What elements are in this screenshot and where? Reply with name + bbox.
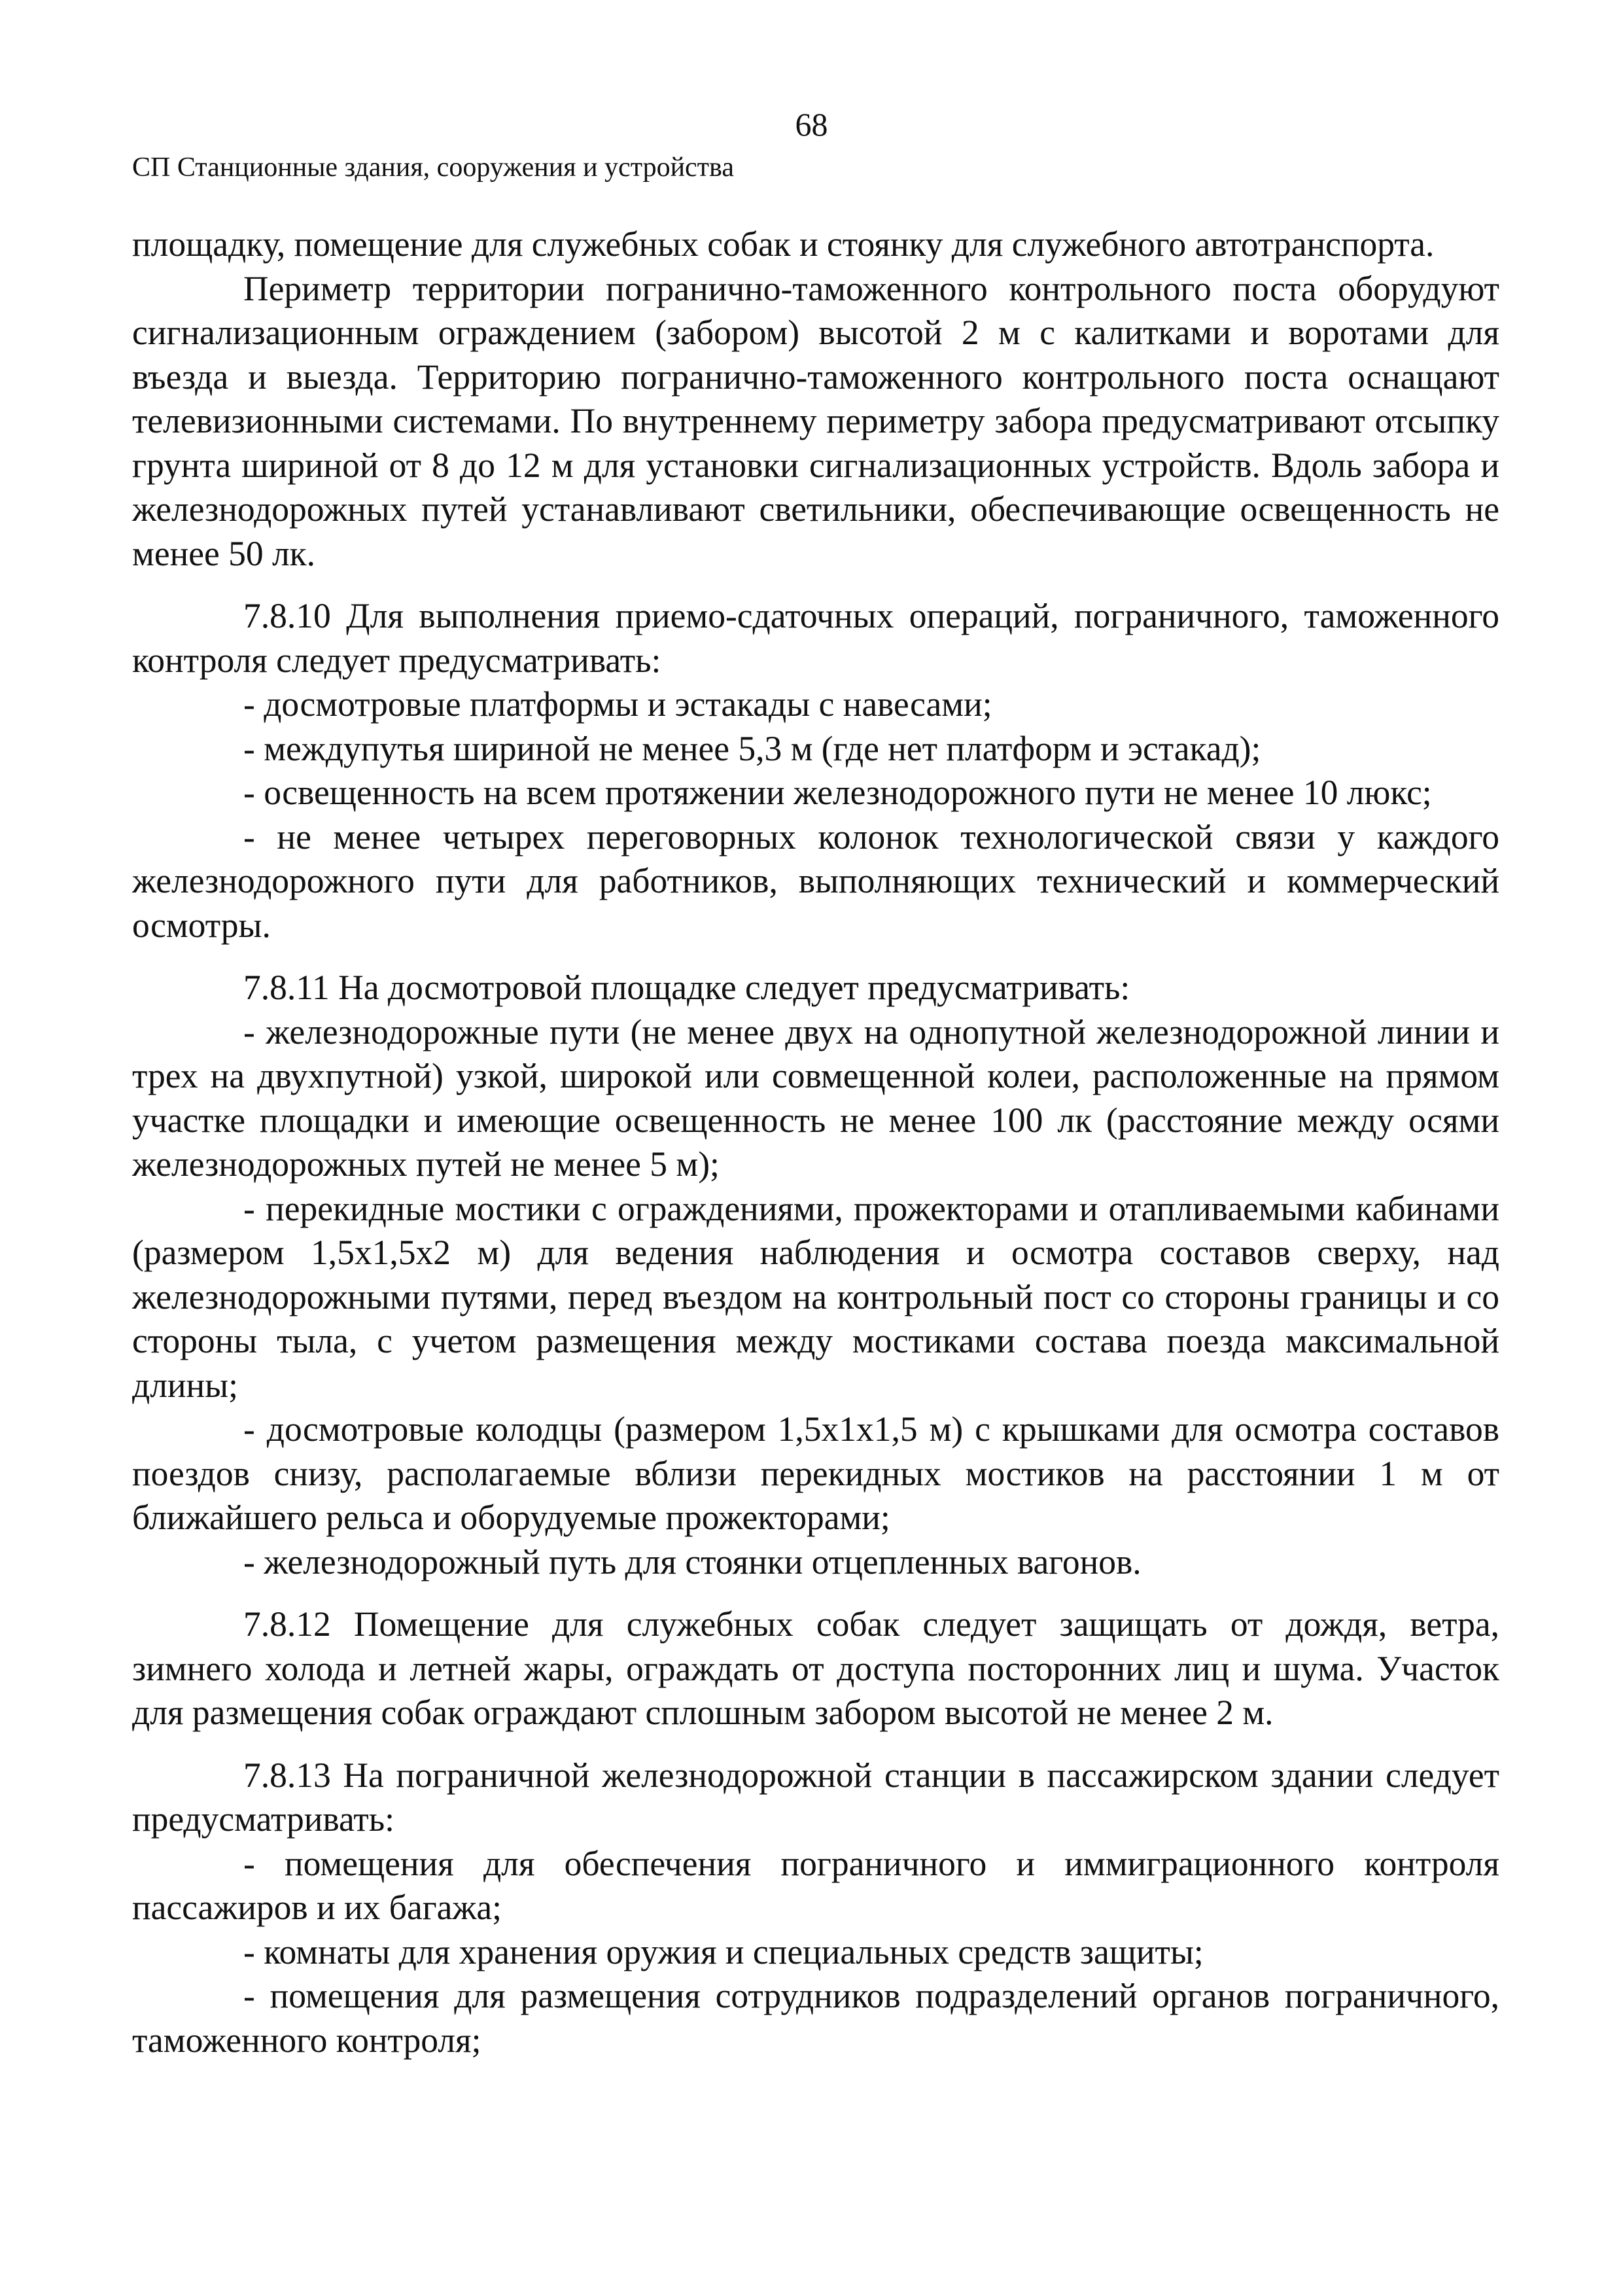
list-item: - железнодорожный путь для стоянки отцепленных вагонов. <box>243 1542 1142 1581</box>
document-body <box>132 222 1499 2062</box>
list-item: - не менее четырех переговорных колонок технологической связи у каждого железнодорожного пути для работников, выполняющих технический и коммерческий осмотры. <box>132 817 1499 945</box>
clause-7-8-13: 7.8.13 На пограничной железнодорожной станции в пассажирском здании следует предусматривать: <box>132 1755 1499 1839</box>
list-item: - железнодорожные пути (не менее двух на однопутной железнодорожной линии и трех на двухпутной) узкой, широкой или совмещенной колеи, расположенные на прямом участке площадки и имеющие освещенность не менее 100 лк (расстояние между осями железнодорожных путей не менее 5 м); <box>132 1012 1499 1184</box>
paragraph-perimeter: Периметр территории погранично-таможенного контрольного поста оборудуют сигнализационным ограждением (забором) высотой 2 м с калитками и воротами для въезда и выезда. Территорию погранично-таможенного контрольного поста оснащают телевизионными системами. По внутреннему периметру забора предусматривают отсыпку грунта шириной от 8 до 12 м для установки сигнализационных устройств. Вдоль забора и железнодорожных путей устанавливают светильники, обеспечивающие освещенность не менее 50 лк. <box>132 268 1499 573</box>
list-item: - досмотровые платформы и эстакады с навесами; <box>243 684 992 724</box>
list-item: - комнаты для хранения оружия и специальных средств защиты; <box>243 1932 1204 1971</box>
clause-7-8-12: 7.8.12 Помещение для служебных собак следует защищать от дождя, ветра, зимнего холода и летней жары, ограждать от доступа посторонних лиц и шума. Участок для размещения собак ограждают сплошным забором высотой не менее 2 м. <box>132 1604 1499 1732</box>
page-number: 68 <box>795 106 828 143</box>
list-item: - помещения для размещения сотрудников подразделений органов пограничного, таможенного контроля; <box>132 1976 1499 2060</box>
list-item: - помещения для обеспечения пограничного и иммиграционного контроля пассажиров и их багажа; <box>132 1843 1499 1927</box>
clause-7-8-11: 7.8.11 На досмотровой площадке следует предусматривать: <box>243 968 1130 1007</box>
list-item: - досмотровые колодцы (размером 1,5х1х1,5 м) с крышками для осмотра составов поездов снизу, располагаемые вблизи перекидных мостиков на расстоянии 1 м от ближайшего рельса и оборудуемые прожекторами; <box>132 1409 1499 1537</box>
list-item: - освещенность на всем протяжении железнодорожного пути не менее 10 люкс; <box>243 773 1432 812</box>
paragraph-continuation: площадку, помещение для служебных собак и стоянку для служебного автотранспорта. <box>132 224 1435 264</box>
running-header: СП Станционные здания, сооружения и устройства <box>132 152 734 183</box>
clause-7-8-10: 7.8.10 Для выполнения приемо-сдаточных операций, пограничного, таможенного контроля следует предусматривать: <box>132 596 1499 680</box>
list-item: - перекидные мостики с ограждениями, прожекторами и отапливаемыми кабинами (размером 1,5х1,5х2 м) для ведения наблюдения и осмотра составов сверху, над железнодорожными путями, перед въездом на контрольный пост со стороны границы и со стороны тыла, с учетом размещения между мостиками состава поезда максимальной длины; <box>132 1188 1499 1405</box>
list-item: - междупутья шириной не менее 5,3 м (где нет платформ и эстакад); <box>243 728 1261 768</box>
